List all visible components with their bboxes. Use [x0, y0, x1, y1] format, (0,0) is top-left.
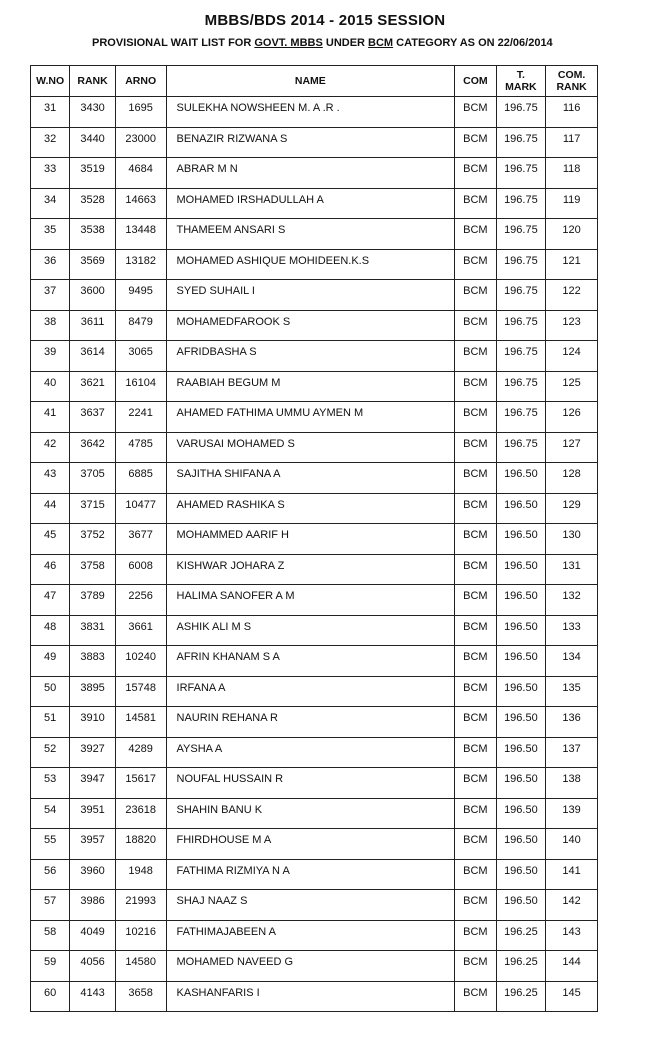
cell-arno: 1948: [115, 859, 166, 890]
cell-total-mark: 196.50: [496, 615, 546, 646]
subtitle-text-1: PROVISIONAL WAIT LIST FOR: [92, 37, 255, 49]
cell-community-rank: 137: [546, 737, 598, 768]
cell-wait-no: 31: [31, 97, 70, 128]
cell-total-mark: 196.75: [496, 127, 546, 158]
cell-community-rank: 127: [546, 432, 598, 463]
cell-wait-no: 40: [31, 371, 70, 402]
cell-rank: 3752: [70, 524, 116, 555]
cell-rank: 3927: [70, 737, 116, 768]
cell-total-mark: 196.75: [496, 158, 546, 189]
cell-wait-no: 36: [31, 249, 70, 280]
table-row: [31, 280, 598, 311]
cell-wait-no: 58: [31, 920, 70, 951]
cell-community: BCM: [455, 341, 496, 372]
cell-community: BCM: [455, 463, 496, 494]
cell-arno: 6008: [115, 554, 166, 585]
cell-rank: 3637: [70, 402, 116, 433]
page-title: MBBS/BDS 2014 - 2015 SESSION: [204, 12, 446, 29]
cell-community-rank: 134: [546, 646, 598, 677]
cell-name: FATHIMAJABEEN A: [166, 920, 455, 951]
cell-total-mark: 196.75: [496, 402, 546, 433]
cell-community: BCM: [455, 524, 496, 555]
cell-name: NOUFAL HUSSAIN R: [166, 768, 455, 799]
cell-name: SULEKHA NOWSHEEN M. A .R .: [166, 97, 455, 128]
cell-community: BCM: [455, 432, 496, 463]
cell-arno: 3658: [115, 981, 166, 1012]
cell-rank: 3569: [70, 249, 116, 280]
cell-community-rank: 120: [546, 219, 598, 250]
table-row: [31, 402, 598, 433]
cell-community: BCM: [455, 707, 496, 738]
cell-wait-no: 37: [31, 280, 70, 311]
subtitle-text-3: CATEGORY AS ON 22/06/2014: [393, 37, 553, 49]
cell-rank: 3600: [70, 280, 116, 311]
table-row: [31, 768, 598, 799]
cell-arno: 4289: [115, 737, 166, 768]
cell-wait-no: 39: [31, 341, 70, 372]
cell-community: BCM: [455, 219, 496, 250]
cell-community-rank: 132: [546, 585, 598, 616]
table-row: [31, 981, 598, 1012]
cell-rank: 3910: [70, 707, 116, 738]
cell-name: RAABIAH BEGUM M: [166, 371, 455, 402]
cell-wait-no: 46: [31, 554, 70, 585]
cell-wait-no: 42: [31, 432, 70, 463]
table-row: [31, 737, 598, 768]
cell-arno: 14663: [115, 188, 166, 219]
cell-community-rank: 135: [546, 676, 598, 707]
cell-name: SYED SUHAIL I: [166, 280, 455, 311]
cell-name: MOHAMED NAVEED G: [166, 951, 455, 982]
cell-arno: 10477: [115, 493, 166, 524]
cell-community-rank: 133: [546, 615, 598, 646]
cell-rank: 4049: [70, 920, 116, 951]
cell-total-mark: 196.50: [496, 524, 546, 555]
cell-name: ABRAR M N: [166, 158, 455, 189]
cell-arno: 13448: [115, 219, 166, 250]
cell-arno: 4684: [115, 158, 166, 189]
cell-community-rank: 119: [546, 188, 598, 219]
cell-total-mark: 196.75: [496, 249, 546, 280]
cell-rank: 3895: [70, 676, 116, 707]
cell-rank: 3947: [70, 768, 116, 799]
table-row: [31, 646, 598, 677]
cell-wait-no: 35: [31, 219, 70, 250]
cell-rank: 3705: [70, 463, 116, 494]
cell-name: SHAJ NAAZ S: [166, 890, 455, 921]
cell-community: BCM: [455, 585, 496, 616]
cell-wait-no: 48: [31, 615, 70, 646]
cell-community: BCM: [455, 737, 496, 768]
cell-name: FHIRDHOUSE M A: [166, 829, 455, 860]
cell-community: BCM: [455, 188, 496, 219]
cell-community-rank: 141: [546, 859, 598, 890]
table-row: [31, 97, 598, 128]
cell-community: BCM: [455, 280, 496, 311]
cell-total-mark: 196.75: [496, 341, 546, 372]
cell-total-mark: 196.75: [496, 280, 546, 311]
cell-name: KISHWAR JOHARA Z: [166, 554, 455, 585]
table-row: [31, 890, 598, 921]
table-row: [31, 371, 598, 402]
cell-wait-no: 60: [31, 981, 70, 1012]
cell-total-mark: 196.25: [496, 951, 546, 982]
cell-arno: 14580: [115, 951, 166, 982]
cell-wait-no: 34: [31, 188, 70, 219]
cell-wait-no: 50: [31, 676, 70, 707]
table-row: [31, 310, 598, 341]
cell-name: AYSHA A: [166, 737, 455, 768]
cell-community-rank: 136: [546, 707, 598, 738]
cell-total-mark: 196.75: [496, 432, 546, 463]
table-row: [31, 341, 598, 372]
cell-total-mark: 196.50: [496, 493, 546, 524]
cell-wait-no: 57: [31, 890, 70, 921]
table-header-row: [31, 66, 598, 97]
cell-name: MOHAMMED AARIF H: [166, 524, 455, 555]
table-row: [31, 585, 598, 616]
table-row: [31, 554, 598, 585]
cell-wait-no: 53: [31, 768, 70, 799]
cell-wait-no: 32: [31, 127, 70, 158]
cell-community-rank: 143: [546, 920, 598, 951]
cell-community-rank: 128: [546, 463, 598, 494]
cell-arno: 15617: [115, 768, 166, 799]
cell-rank: 3789: [70, 585, 116, 616]
cell-rank: 3951: [70, 798, 116, 829]
cell-community: BCM: [455, 310, 496, 341]
cell-community-rank: 118: [546, 158, 598, 189]
table-row: [31, 249, 598, 280]
table-row: [31, 829, 598, 860]
cell-total-mark: 196.75: [496, 188, 546, 219]
cell-name: IRFANA A: [166, 676, 455, 707]
cell-community-rank: 117: [546, 127, 598, 158]
cell-arno: 3065: [115, 341, 166, 372]
cell-community-rank: 124: [546, 341, 598, 372]
cell-arno: 14581: [115, 707, 166, 738]
cell-rank: 3986: [70, 890, 116, 921]
cell-community: BCM: [455, 402, 496, 433]
cell-rank: 3621: [70, 371, 116, 402]
cell-name: THAMEEM ANSARI S: [166, 219, 455, 250]
table-row: [31, 463, 598, 494]
cell-total-mark: 196.50: [496, 798, 546, 829]
cell-name: SHAHIN BANU K: [166, 798, 455, 829]
cell-community-rank: 126: [546, 402, 598, 433]
cell-wait-no: 56: [31, 859, 70, 890]
cell-community: BCM: [455, 554, 496, 585]
cell-name: AHAMED RASHIKA S: [166, 493, 455, 524]
table-row: [31, 859, 598, 890]
cell-total-mark: 196.50: [496, 859, 546, 890]
cell-community-rank: 116: [546, 97, 598, 128]
cell-name: BENAZIR RIZWANA S: [166, 127, 455, 158]
subtitle-text-2: UNDER: [322, 37, 369, 49]
cell-total-mark: 196.25: [496, 981, 546, 1012]
cell-community-rank: 122: [546, 280, 598, 311]
cell-arno: 2241: [115, 402, 166, 433]
cell-rank: 3430: [70, 97, 116, 128]
cell-community-rank: 125: [546, 371, 598, 402]
table-row: [31, 432, 598, 463]
cell-name: MOHAMED IRSHADULLAH A: [166, 188, 455, 219]
cell-name: HALIMA SANOFER A M: [166, 585, 455, 616]
cell-wait-no: 47: [31, 585, 70, 616]
cell-wait-no: 33: [31, 158, 70, 189]
table-row: [31, 158, 598, 189]
subtitle-course: GOVT. MBBS: [254, 37, 323, 49]
cell-community-rank: 130: [546, 524, 598, 555]
cell-rank: 3440: [70, 127, 116, 158]
cell-wait-no: 59: [31, 951, 70, 982]
cell-community: BCM: [455, 493, 496, 524]
cell-wait-no: 38: [31, 310, 70, 341]
table-row: [31, 493, 598, 524]
cell-community-rank: 139: [546, 798, 598, 829]
table-row: [31, 920, 598, 951]
cell-arno: 15748: [115, 676, 166, 707]
cell-total-mark: 196.50: [496, 768, 546, 799]
cell-arno: 21993: [115, 890, 166, 921]
cell-total-mark: 196.50: [496, 676, 546, 707]
cell-arno: 9495: [115, 280, 166, 311]
cell-total-mark: 196.50: [496, 829, 546, 860]
cell-community-rank: 144: [546, 951, 598, 982]
cell-community-rank: 129: [546, 493, 598, 524]
cell-community: BCM: [455, 676, 496, 707]
cell-community: BCM: [455, 920, 496, 951]
cell-name: KASHANFARIS I: [166, 981, 455, 1012]
cell-community: BCM: [455, 158, 496, 189]
col-header-community-rank: COM. RANK: [546, 66, 598, 97]
cell-arno: 4785: [115, 432, 166, 463]
col-header-name: NAME: [166, 66, 455, 97]
cell-community: BCM: [455, 859, 496, 890]
cell-community-rank: 142: [546, 890, 598, 921]
col-header-rank: RANK: [70, 66, 116, 97]
cell-community-rank: 123: [546, 310, 598, 341]
cell-total-mark: 196.50: [496, 707, 546, 738]
cell-community-rank: 140: [546, 829, 598, 860]
cell-name: MOHAMED ASHIQUE MOHIDEEN.K.S: [166, 249, 455, 280]
cell-rank: 4143: [70, 981, 116, 1012]
cell-wait-no: 52: [31, 737, 70, 768]
cell-community: BCM: [455, 371, 496, 402]
cell-community: BCM: [455, 951, 496, 982]
cell-community: BCM: [455, 798, 496, 829]
cell-rank: 3960: [70, 859, 116, 890]
col-header-total-mark: T. MARK: [496, 66, 546, 97]
cell-total-mark: 196.50: [496, 585, 546, 616]
cell-rank: 3758: [70, 554, 116, 585]
cell-wait-no: 45: [31, 524, 70, 555]
cell-arno: 23618: [115, 798, 166, 829]
cell-name: AHAMED FATHIMA UMMU AYMEN M: [166, 402, 455, 433]
cell-rank: 3831: [70, 615, 116, 646]
cell-community-rank: 121: [546, 249, 598, 280]
cell-name: NAURIN REHANA R: [166, 707, 455, 738]
cell-arno: 1695: [115, 97, 166, 128]
cell-community: BCM: [455, 768, 496, 799]
cell-arno: 3677: [115, 524, 166, 555]
cell-name: AFRIDBASHA S: [166, 341, 455, 372]
cell-rank: 3715: [70, 493, 116, 524]
cell-wait-no: 44: [31, 493, 70, 524]
cell-wait-no: 49: [31, 646, 70, 677]
cell-wait-no: 55: [31, 829, 70, 860]
cell-arno: 2256: [115, 585, 166, 616]
cell-community: BCM: [455, 981, 496, 1012]
cell-arno: 18820: [115, 829, 166, 860]
table-row: [31, 676, 598, 707]
col-header-wno: W.NO: [31, 66, 70, 97]
cell-total-mark: 196.50: [496, 554, 546, 585]
cell-community: BCM: [455, 249, 496, 280]
cell-community-rank: 138: [546, 768, 598, 799]
cell-rank: 3614: [70, 341, 116, 372]
cell-community: BCM: [455, 829, 496, 860]
col-header-community: COM: [455, 66, 496, 97]
cell-name: VARUSAI MOHAMED S: [166, 432, 455, 463]
cell-rank: 3528: [70, 188, 116, 219]
cell-arno: 23000: [115, 127, 166, 158]
cell-rank: 3957: [70, 829, 116, 860]
cell-wait-no: 43: [31, 463, 70, 494]
cell-total-mark: 196.75: [496, 97, 546, 128]
cell-total-mark: 196.75: [496, 310, 546, 341]
cell-total-mark: 196.50: [496, 646, 546, 677]
cell-rank: 3538: [70, 219, 116, 250]
cell-arno: 10240: [115, 646, 166, 677]
cell-wait-no: 41: [31, 402, 70, 433]
cell-arno: 16104: [115, 371, 166, 402]
cell-arno: 6885: [115, 463, 166, 494]
cell-rank: 3611: [70, 310, 116, 341]
cell-total-mark: 196.75: [496, 219, 546, 250]
table-row: [31, 951, 598, 982]
wait-list-table: [30, 65, 598, 1012]
cell-arno: 13182: [115, 249, 166, 280]
cell-arno: 8479: [115, 310, 166, 341]
cell-total-mark: 196.50: [496, 737, 546, 768]
cell-rank: 3642: [70, 432, 116, 463]
cell-name: SAJITHA SHIFANA A: [166, 463, 455, 494]
cell-rank: 4056: [70, 951, 116, 982]
cell-rank: 3883: [70, 646, 116, 677]
cell-name: MOHAMEDFAROOK S: [166, 310, 455, 341]
table-row: [31, 707, 598, 738]
cell-arno: 10216: [115, 920, 166, 951]
cell-name: FATHIMA RIZMIYA N A: [166, 859, 455, 890]
table-row: [31, 798, 598, 829]
table-row: [31, 524, 598, 555]
cell-community: BCM: [455, 890, 496, 921]
table-row: [31, 219, 598, 250]
cell-wait-no: 54: [31, 798, 70, 829]
cell-community: BCM: [455, 97, 496, 128]
table-row: [31, 127, 598, 158]
cell-rank: 3519: [70, 158, 116, 189]
cell-wait-no: 51: [31, 707, 70, 738]
cell-community: BCM: [455, 646, 496, 677]
cell-total-mark: 196.75: [496, 371, 546, 402]
col-header-arno: ARNO: [115, 66, 166, 97]
table-row: [31, 188, 598, 219]
cell-total-mark: 196.50: [496, 463, 546, 494]
cell-total-mark: 196.50: [496, 890, 546, 921]
cell-arno: 3661: [115, 615, 166, 646]
cell-community-rank: 131: [546, 554, 598, 585]
table-body: [31, 97, 598, 1012]
table-row: [31, 615, 598, 646]
cell-name: AFRIN KHANAM S A: [166, 646, 455, 677]
cell-total-mark: 196.25: [496, 920, 546, 951]
subtitle-category: BCM: [368, 37, 394, 49]
page-subtitle: [92, 37, 553, 49]
cell-community-rank: 145: [546, 981, 598, 1012]
cell-community: BCM: [455, 615, 496, 646]
cell-community: BCM: [455, 127, 496, 158]
cell-name: ASHIK ALI M S: [166, 615, 455, 646]
